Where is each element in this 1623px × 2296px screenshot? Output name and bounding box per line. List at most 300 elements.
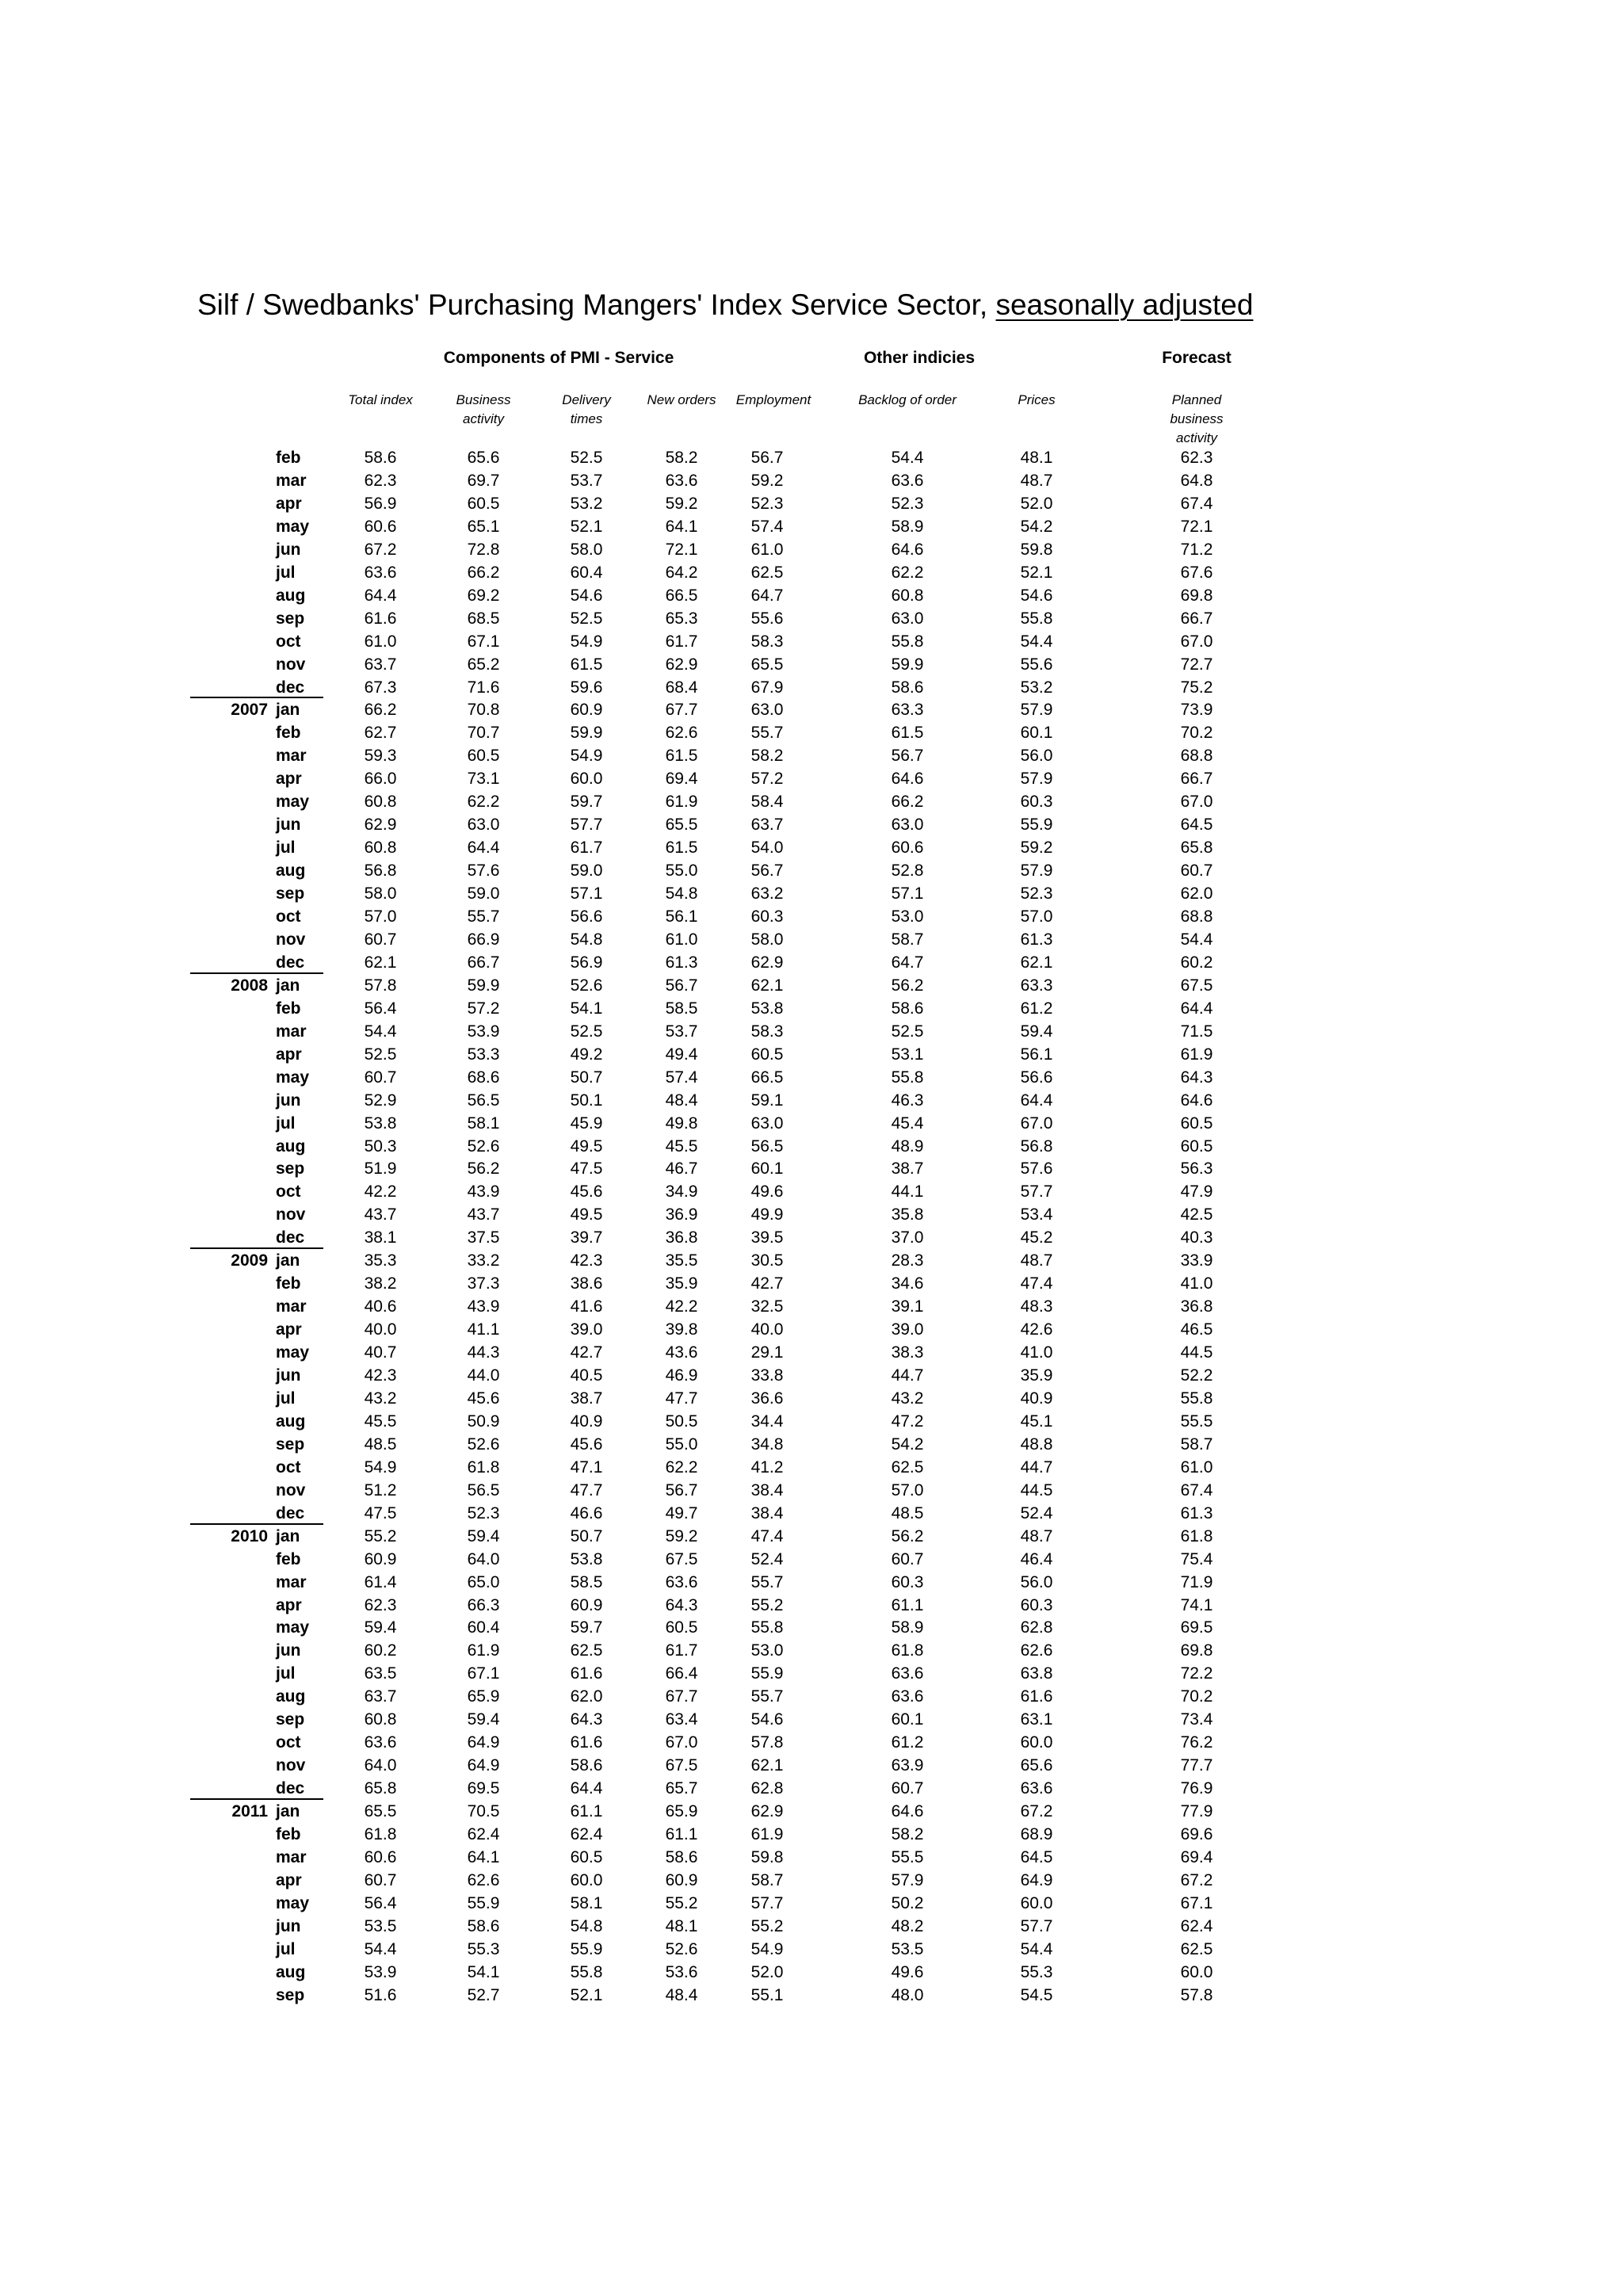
table-row [0,698,1623,721]
cell-employment: 38.4 [750,1503,784,1522]
table-row [0,1731,1623,1754]
cell-prices: 57.9 [1020,701,1053,720]
cell-employment: 58.7 [750,1870,784,1889]
cell-employment: 57.2 [750,770,784,789]
cell-business-activity: 59.4 [467,1526,500,1545]
row-month: mar [276,1297,307,1316]
table-row [0,1272,1623,1295]
cell-delivery-times: 55.9 [570,1939,603,1958]
cell-business-activity: 44.0 [467,1366,500,1385]
row-month: mar [276,1022,307,1041]
cell-business-activity: 54.1 [467,1962,500,1981]
row-month: sep [276,1159,305,1179]
cell-backlog-of-order: 61.2 [891,1733,924,1752]
cell-employment: 60.3 [750,907,784,926]
cell-backlog-of-order: 28.3 [891,1251,924,1270]
cell-total-index: 67.3 [364,678,397,697]
cell-total-index: 38.2 [364,1274,397,1293]
cell-business-activity: 56.2 [467,1159,500,1179]
cell-delivery-times: 39.0 [570,1320,603,1339]
cell-employment: 63.7 [750,816,784,835]
cell-new-orders: 61.7 [665,1641,698,1660]
cell-total-index: 45.5 [364,1412,397,1431]
cell-total-index: 65.5 [364,1802,397,1821]
cell-backlog-of-order: 38.7 [891,1159,924,1179]
cell-employment: 65.5 [750,655,784,674]
cell-prices: 48.8 [1020,1435,1053,1454]
cell-new-orders: 67.5 [665,1549,698,1568]
cell-business-activity: 56.5 [467,1091,500,1110]
cell-planned-business-activity: 61.8 [1180,1526,1213,1545]
cell-total-index: 64.0 [364,1756,397,1775]
cell-business-activity: 41.1 [467,1320,500,1339]
cell-total-index: 67.2 [364,540,397,559]
table-row [0,767,1623,790]
cell-prices: 57.7 [1020,1182,1053,1201]
cell-employment: 53.8 [750,999,784,1018]
cell-total-index: 63.6 [364,1733,397,1752]
cell-delivery-times: 49.2 [570,1045,603,1064]
cell-new-orders: 61.5 [665,839,698,858]
cell-backlog-of-order: 55.5 [891,1847,924,1866]
cell-backlog-of-order: 50.2 [891,1893,924,1912]
cell-employment: 58.3 [750,632,784,651]
cell-business-activity: 65.2 [467,655,500,674]
cell-new-orders: 63.6 [665,471,698,490]
cell-business-activity: 55.7 [467,907,500,926]
cell-business-activity: 64.9 [467,1733,500,1752]
cell-backlog-of-order: 57.0 [891,1480,924,1499]
cell-employment: 29.1 [750,1343,784,1362]
cell-planned-business-activity: 72.2 [1180,1664,1213,1683]
cell-planned-business-activity: 67.5 [1180,976,1213,995]
table-row [0,1662,1623,1685]
cell-business-activity: 66.2 [467,563,500,582]
cell-prices: 41.0 [1020,1343,1053,1362]
cell-total-index: 40.7 [364,1343,397,1362]
cell-employment: 62.8 [750,1779,784,1798]
cell-delivery-times: 54.6 [570,586,603,605]
cell-planned-business-activity: 68.8 [1180,747,1213,766]
row-month: jun [276,816,301,835]
row-month: oct [276,632,301,651]
cell-new-orders: 57.4 [665,1068,698,1087]
cell-total-index: 62.3 [364,471,397,490]
cell-total-index: 56.9 [364,494,397,513]
cell-planned-business-activity: 61.3 [1180,1503,1213,1522]
cell-total-index: 58.6 [364,449,397,467]
cell-new-orders: 56.7 [665,1480,698,1499]
cell-delivery-times: 42.3 [570,1251,603,1270]
cell-new-orders: 39.8 [665,1320,698,1339]
cell-delivery-times: 60.0 [570,1870,603,1889]
cell-new-orders: 63.6 [665,1572,698,1591]
cell-business-activity: 66.3 [467,1595,500,1614]
cell-planned-business-activity: 67.4 [1180,494,1213,513]
cell-prices: 67.2 [1020,1802,1053,1821]
cell-planned-business-activity: 55.8 [1180,1389,1213,1408]
cell-employment: 38.4 [750,1480,784,1499]
cell-total-index: 38.1 [364,1228,397,1247]
cell-business-activity: 70.8 [467,701,500,720]
cell-planned-business-activity: 60.5 [1180,1137,1213,1156]
cell-new-orders: 58.5 [665,999,698,1018]
cell-backlog-of-order: 48.2 [891,1916,924,1935]
cell-new-orders: 48.1 [665,1916,698,1935]
row-month: jul [276,563,296,582]
cell-new-orders: 56.7 [665,976,698,995]
table-row [0,813,1623,836]
row-month: nov [276,1480,306,1499]
cell-business-activity: 43.9 [467,1297,500,1316]
cell-delivery-times: 62.5 [570,1641,603,1660]
cell-backlog-of-order: 62.5 [891,1457,924,1477]
cell-delivery-times: 61.5 [570,655,603,674]
cell-prices: 61.6 [1020,1687,1053,1706]
row-month: may [276,793,310,812]
cell-planned-business-activity: 33.9 [1180,1251,1213,1270]
cell-backlog-of-order: 55.8 [891,632,924,651]
table-row [0,1456,1623,1479]
table-row [0,1180,1623,1203]
row-month: may [276,1068,310,1087]
cell-backlog-of-order: 53.5 [891,1939,924,1958]
cell-business-activity: 65.0 [467,1572,500,1591]
cell-backlog-of-order: 54.2 [891,1435,924,1454]
cell-planned-business-activity: 44.5 [1180,1343,1213,1362]
cell-total-index: 61.6 [364,609,397,628]
table-row [0,1984,1623,2007]
cell-planned-business-activity: 67.4 [1180,1480,1213,1499]
cell-planned-business-activity: 75.4 [1180,1549,1213,1568]
table-row [0,1479,1623,1502]
row-month: jan [276,976,300,995]
cell-backlog-of-order: 39.1 [891,1297,924,1316]
row-month: aug [276,586,306,605]
cell-business-activity: 59.0 [467,884,500,904]
cell-employment: 55.7 [750,1687,784,1706]
table-row [0,905,1623,928]
cell-new-orders: 62.2 [665,1457,698,1477]
cell-business-activity: 70.5 [467,1802,500,1821]
table-row [0,1020,1623,1043]
table-row [0,1869,1623,1892]
cell-business-activity: 65.1 [467,517,500,536]
cell-business-activity: 63.0 [467,816,500,835]
cell-delivery-times: 40.5 [570,1366,603,1385]
cell-prices: 67.0 [1020,1114,1053,1133]
cell-employment: 64.7 [750,586,784,605]
table-row [0,744,1623,767]
cell-business-activity: 53.9 [467,1022,500,1041]
row-month: feb [276,724,301,743]
cell-backlog-of-order: 53.1 [891,1045,924,1064]
cell-backlog-of-order: 64.6 [891,1802,924,1821]
row-month: apr [276,770,302,789]
table-row [0,1938,1623,1961]
cell-total-index: 56.4 [364,1893,397,1912]
cell-planned-business-activity: 64.5 [1180,816,1213,835]
cell-total-index: 61.8 [364,1825,397,1843]
column-header-new-orders: New orders [647,392,716,407]
cell-prices: 59.2 [1020,839,1053,858]
cell-delivery-times: 42.7 [570,1343,603,1362]
cell-delivery-times: 50.7 [570,1068,603,1087]
row-month: aug [276,1962,306,1981]
row-month: apr [276,494,302,513]
cell-delivery-times: 62.0 [570,1687,603,1706]
cell-backlog-of-order: 60.7 [891,1779,924,1798]
cell-delivery-times: 53.7 [570,471,603,490]
row-month: jan [276,701,300,720]
cell-prices: 52.1 [1020,563,1053,582]
cell-planned-business-activity: 76.2 [1180,1733,1213,1752]
cell-backlog-of-order: 54.4 [891,449,924,467]
cell-employment: 62.9 [750,953,784,972]
cell-business-activity: 64.1 [467,1847,500,1866]
cell-business-activity: 59.4 [467,1710,500,1729]
cell-delivery-times: 45.6 [570,1182,603,1201]
cell-backlog-of-order: 48.0 [891,1985,924,2004]
cell-new-orders: 67.7 [665,1687,698,1706]
cell-delivery-times: 60.4 [570,563,603,582]
cell-total-index: 60.7 [364,1068,397,1087]
cell-delivery-times: 46.6 [570,1503,603,1522]
cell-employment: 52.4 [750,1549,784,1568]
cell-prices: 64.5 [1020,1847,1053,1866]
cell-delivery-times: 57.1 [570,884,603,904]
cell-backlog-of-order: 58.6 [891,999,924,1018]
cell-business-activity: 37.5 [467,1228,500,1247]
cell-business-activity: 44.3 [467,1343,500,1362]
cell-business-activity: 52.3 [467,1503,500,1522]
cell-new-orders: 61.9 [665,793,698,812]
cell-prices: 63.6 [1020,1779,1053,1798]
cell-backlog-of-order: 35.8 [891,1205,924,1224]
row-month: jan [276,1251,300,1270]
cell-delivery-times: 59.0 [570,861,603,881]
cell-backlog-of-order: 56.2 [891,976,924,995]
row-month: nov [276,655,306,674]
cell-new-orders: 55.0 [665,1435,698,1454]
cell-employment: 54.9 [750,1939,784,1958]
row-month: sep [276,1710,305,1729]
cell-prices: 57.6 [1020,1159,1053,1179]
cell-total-index: 50.3 [364,1137,397,1156]
cell-prices: 68.9 [1020,1825,1053,1843]
cell-employment: 55.7 [750,1572,784,1591]
cell-planned-business-activity: 54.4 [1180,930,1213,949]
row-month: may [276,1343,310,1362]
cell-total-index: 57.0 [364,907,397,926]
cell-business-activity: 65.9 [467,1687,500,1706]
cell-backlog-of-order: 61.1 [891,1595,924,1614]
cell-new-orders: 66.5 [665,586,698,605]
cell-backlog-of-order: 56.7 [891,747,924,766]
cell-backlog-of-order: 58.2 [891,1825,924,1843]
table-row [0,1410,1623,1433]
cell-new-orders: 64.3 [665,1595,698,1614]
cell-backlog-of-order: 56.2 [891,1526,924,1545]
cell-employment: 56.7 [750,449,784,467]
cell-planned-business-activity: 57.8 [1180,1985,1213,2004]
cell-employment: 58.2 [750,747,784,766]
table-row [0,676,1623,699]
cell-planned-business-activity: 70.2 [1180,724,1213,743]
cell-backlog-of-order: 48.9 [891,1137,924,1156]
cell-planned-business-activity: 67.0 [1180,632,1213,651]
cell-planned-business-activity: 72.1 [1180,517,1213,536]
cell-employment: 59.1 [750,1091,784,1110]
cell-total-index: 53.8 [364,1114,397,1133]
cell-business-activity: 55.3 [467,1939,500,1958]
cell-employment: 55.2 [750,1595,784,1614]
row-month: oct [276,1457,301,1477]
cell-planned-business-activity: 60.7 [1180,861,1213,881]
cell-new-orders: 65.7 [665,1779,698,1798]
cell-delivery-times: 52.1 [570,1985,603,2004]
cell-delivery-times: 57.7 [570,816,603,835]
cell-backlog-of-order: 63.3 [891,701,924,720]
cell-employment: 57.7 [750,1893,784,1912]
row-month: aug [276,1137,306,1156]
cell-employment: 52.0 [750,1962,784,1981]
table-row [0,951,1623,974]
cell-employment: 62.1 [750,1756,784,1775]
cell-total-index: 60.9 [364,1549,397,1568]
cell-planned-business-activity: 40.3 [1180,1228,1213,1247]
cell-business-activity: 55.9 [467,1893,500,1912]
cell-employment: 60.5 [750,1045,784,1064]
cell-business-activity: 67.1 [467,632,500,651]
cell-backlog-of-order: 60.8 [891,586,924,605]
cell-total-index: 60.8 [364,839,397,858]
row-month: aug [276,861,306,881]
cell-backlog-of-order: 63.6 [891,471,924,490]
row-month: may [276,517,310,536]
cell-new-orders: 53.7 [665,1022,698,1041]
cell-business-activity: 62.4 [467,1825,500,1843]
cell-backlog-of-order: 58.9 [891,1618,924,1637]
cell-prices: 52.0 [1020,494,1053,513]
cell-employment: 41.2 [750,1457,784,1477]
cell-delivery-times: 61.6 [570,1664,603,1683]
table-row [0,1754,1623,1777]
cell-total-index: 51.6 [364,1985,397,2004]
cell-total-index: 60.8 [364,1710,397,1729]
table-row [0,1226,1623,1249]
row-month: jul [276,1389,296,1408]
cell-new-orders: 60.9 [665,1870,698,1889]
cell-planned-business-activity: 73.9 [1180,701,1213,720]
table-row [0,1639,1623,1662]
cell-new-orders: 42.2 [665,1297,698,1316]
cell-total-index: 60.8 [364,793,397,812]
cell-new-orders: 47.7 [665,1389,698,1408]
cell-backlog-of-order: 66.2 [891,793,924,812]
cell-new-orders: 68.4 [665,678,698,697]
cell-business-activity: 45.6 [467,1389,500,1408]
cell-planned-business-activity: 69.8 [1180,1641,1213,1660]
cell-prices: 48.1 [1020,449,1053,467]
cell-prices: 48.7 [1020,1526,1053,1545]
cell-backlog-of-order: 59.9 [891,655,924,674]
cell-business-activity: 58.6 [467,1916,500,1935]
cell-planned-business-activity: 76.9 [1180,1779,1213,1798]
cell-business-activity: 60.5 [467,747,500,766]
row-month: jan [276,1802,300,1821]
cell-delivery-times: 58.6 [570,1756,603,1775]
title-text: Silf / Swedbanks' Purchasing Mangers' Index Service Sector, [197,288,996,321]
cell-delivery-times: 52.1 [570,517,603,536]
cell-delivery-times: 41.6 [570,1297,603,1316]
cell-prices: 48.3 [1020,1297,1053,1316]
table-row [0,515,1623,538]
cell-delivery-times: 54.9 [570,747,603,766]
cell-planned-business-activity: 70.2 [1180,1687,1213,1706]
cell-employment: 62.9 [750,1802,784,1821]
cell-total-index: 40.0 [364,1320,397,1339]
cell-prices: 63.1 [1020,1710,1053,1729]
cell-employment: 57.8 [750,1733,784,1752]
cell-backlog-of-order: 58.7 [891,930,924,949]
cell-business-activity: 57.2 [467,999,500,1018]
table-row [0,607,1623,630]
cell-total-index: 63.6 [364,563,397,582]
cell-prices: 57.0 [1020,907,1053,926]
cell-prices: 44.5 [1020,1480,1053,1499]
cell-planned-business-activity: 69.8 [1180,586,1213,605]
cell-total-index: 40.6 [364,1297,397,1316]
column-header-delivery-times: Delivery times [562,392,611,426]
cell-prices: 57.9 [1020,861,1053,881]
cell-delivery-times: 59.7 [570,1618,603,1637]
cell-delivery-times: 58.5 [570,1572,603,1591]
cell-planned-business-activity: 62.3 [1180,449,1213,467]
cell-business-activity: 64.0 [467,1549,500,1568]
cell-delivery-times: 59.7 [570,793,603,812]
cell-total-index: 55.2 [364,1526,397,1545]
cell-employment: 55.1 [750,1985,784,2004]
cell-delivery-times: 52.5 [570,1022,603,1041]
cell-prices: 47.4 [1020,1274,1053,1293]
cell-new-orders: 58.2 [665,449,698,467]
cell-total-index: 65.8 [364,1779,397,1798]
cell-new-orders: 60.5 [665,1618,698,1637]
cell-new-orders: 48.4 [665,1985,698,2004]
cell-delivery-times: 54.8 [570,930,603,949]
cell-planned-business-activity: 42.5 [1180,1205,1213,1224]
cell-planned-business-activity: 69.6 [1180,1825,1213,1843]
row-month: sep [276,609,305,628]
cell-planned-business-activity: 71.2 [1180,540,1213,559]
row-month: feb [276,1825,301,1843]
row-month: jul [276,1114,296,1133]
cell-employment: 56.5 [750,1137,784,1156]
table-row [0,1961,1623,1984]
cell-delivery-times: 64.4 [570,1779,603,1798]
table-row [0,859,1623,882]
cell-new-orders: 45.5 [665,1137,698,1156]
cell-prices: 54.6 [1020,586,1053,605]
cell-business-activity: 52.7 [467,1985,500,2004]
cell-backlog-of-order: 38.3 [891,1343,924,1362]
cell-delivery-times: 45.6 [570,1435,603,1454]
cell-employment: 62.5 [750,563,784,582]
row-year: 2007 [231,701,268,720]
row-month: jun [276,1091,301,1110]
table-row [0,1089,1623,1112]
